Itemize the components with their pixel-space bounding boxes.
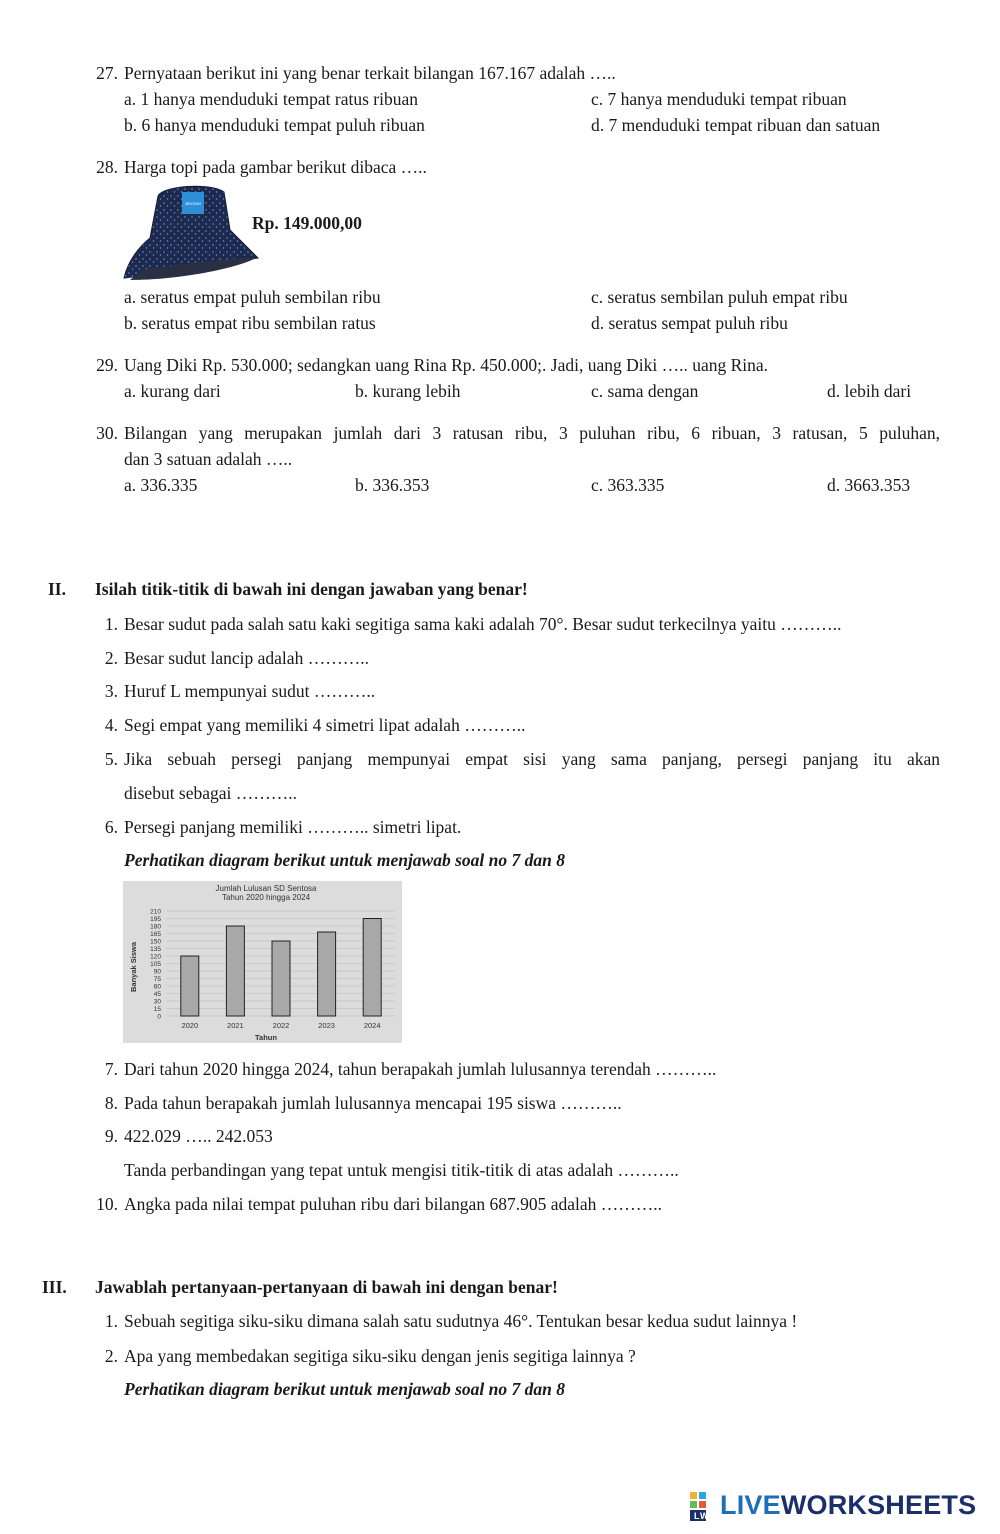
s2-item9-text: 422.029 ….. 242.053 [124,1126,273,1146]
s2-item7-number: 7. [104,1059,118,1079]
q29-option-c[interactable]: c. sama dengan [591,381,699,401]
s3-item1-text: Sebuah segitiga siku-siku dimana salah satu sudutnya 46°. Tentukan besar kedua sudut lainnya ! [124,1311,798,1331]
s3-item1-number: 1. [104,1311,118,1331]
s2-item1-text: Besar sudut pada salah satu kaki segitiga sama kaki adalah 70°. Besar sudut terkecilnya yaitu ……….. [124,614,842,634]
s2-item10-number: 10. [96,1194,118,1214]
q28-text: Harga topi pada gambar berikut dibaca ….. [124,157,427,177]
chart-bar-2021 [226,926,244,1016]
q29-option-b[interactable]: b. kurang lebih [355,381,461,401]
chart-y-tick-label: 210 [150,908,161,916]
chart-bar-2024 [363,919,381,1017]
chart-y-tick-label: 30 [153,998,161,1006]
q27-option-b[interactable]: b. 6 hanya menduduki tempat puluh ribuan [124,115,425,135]
chart-y-tick-label: 105 [150,961,161,968]
chart-x-tick-label: 2024 [363,1021,381,1030]
liveworksheets-logo-text: LIVEWORKSHEETS [720,1490,977,1520]
chart-y-tick-label: 180 [150,923,161,931]
q29-text: Uang Diki Rp. 530.000; sedangkan uang Rina Rp. 450.000;. Jadi, uang Diki ….. uang Rina. [124,355,769,375]
s2-item10-text: Angka pada nilai tempat puluhan ribu dari bilangan 687.905 adalah ……….. [124,1194,662,1214]
chart-title: Jumlah Lulusan SD Sentosa [215,884,317,893]
s2-item2-number: 2. [104,648,118,668]
s2-item5-number: 5. [104,749,118,769]
chart-y-axis-label: Banyak Siswa [129,941,138,993]
q27-text: Pernyataan berikut ini yang benar terkait bilangan 167.167 adalah ….. [124,63,616,83]
q27-option-c[interactable]: c. 7 hanya menduduki tempat ribuan [591,89,847,109]
s2-item8-number: 8. [104,1093,118,1113]
s3-item2-text: Apa yang membedakan segitiga siku-siku dengan jenis segitiga lainnya ? [124,1346,636,1366]
chart-bar-2020 [181,956,199,1016]
s2-item4-number: 4. [104,715,118,735]
q30-option-c[interactable]: c. 363.335 [591,475,665,495]
section-3-title: Jawablah pertanyaan-pertanyaan di bawah ini dengan benar! [95,1277,558,1297]
section-3-number: III. [42,1277,67,1297]
chart-background [123,881,402,1043]
chart-x-tick-label: 2023 [318,1021,335,1030]
q30-option-b[interactable]: b. 336.353 [355,475,430,495]
chart-y-tick-label: 90 [153,968,161,976]
section-2-title: Isilah titik-titik di bawah ini dengan jawaban yang benar! [95,579,528,599]
s2-item6-text: Persegi panjang memiliki ……….. simetri lipat. [124,817,462,837]
chart-y-tick-label: 135 [150,946,161,953]
q27-option-d[interactable]: d. 7 menduduki tempat ribuan dan satuan [591,115,881,135]
s2-item9-number: 9. [104,1126,118,1146]
chart-x-tick-label: 2020 [181,1021,199,1030]
s2-item5-text-line2: disebut sebagai ……….. [124,783,298,803]
s2-item5-text-line1: Jika sebuah persegi panjang mempunyai empat sisi yang sama panjang, persegi panjang itu akan [124,749,940,769]
liveworksheets-logo-icon [690,1492,716,1522]
q29-number: 29. [96,355,118,375]
q30-text-line1: Bilangan yang merupakan jumlah dari 3 ratusan ribu, 3 puluhan ribu, 6 ribuan, 3 ratusan, 5 puluhan, [124,423,940,443]
svg-text:BROWN: BROWN [185,201,201,206]
s2-item6-number: 6. [104,817,118,837]
q28-option-a[interactable]: a. seratus empat puluh sembilan ribu [124,287,381,307]
chart-bar-2022 [272,941,290,1016]
chart-x-axis-label: Tahun [255,1033,277,1042]
bucket-hat-image [120,180,260,284]
q30-option-a[interactable]: a. 336.335 [124,475,198,495]
s2-item7-text: Dari tahun 2020 hingga 2024, tahun berapakah jumlah lulusannya terendah ……….. [124,1059,717,1079]
chart-y-tick-label: 45 [153,991,161,998]
s3-item2-number: 2. [104,1346,118,1366]
s2-item2-text: Besar sudut lancip adalah ……….. [124,648,369,668]
chart-bar-2023 [318,932,336,1016]
q29-option-d[interactable]: d. lebih dari [827,381,912,401]
q28-option-c[interactable]: c. seratus sembilan puluh empat ribu [591,287,848,307]
chart-y-tick-label: 0 [157,1013,161,1021]
s2-item3-text: Huruf L mempunyai sudut ……….. [124,681,376,701]
hat-price: Rp. 149.000,00 [252,213,362,233]
chart-subtitle: Tahun 2020 hingga 2024 [221,893,311,902]
s3-diagram-note: Perhatikan diagram berikut untuk menjawab soal no 7 dan 8 [124,1379,565,1399]
q27-option-a[interactable]: a. 1 hanya menduduki tempat ratus ribuan [124,89,419,109]
chart-y-tick-label: 165 [150,931,161,938]
svg-text:L: L [694,1511,700,1521]
q28-number: 28. [96,157,118,177]
chart-x-tick-label: 2021 [227,1021,244,1030]
chart-x-tick-label: 2022 [272,1021,290,1030]
svg-text:W: W [700,1511,709,1521]
q30-option-d[interactable]: d. 3663.353 [827,475,911,495]
chart-y-tick-label: 75 [153,976,161,983]
chart-y-tick-label: 15 [153,1006,161,1013]
q28-option-b[interactable]: b. seratus empat ribu sembilan ratus [124,313,376,333]
s2-diagram-note: Perhatikan diagram berikut untuk menjawab soal no 7 dan 8 [124,850,565,870]
s2-item9-instruction: Tanda perbandingan yang tepat untuk mengisi titik-titik di atas adalah ……….. [124,1160,679,1180]
graduates-bar-chart [123,881,402,1043]
chart-y-tick-label: 195 [150,916,161,923]
q30-text-line2: dan 3 satuan adalah ….. [124,449,293,469]
s2-item3-number: 3. [104,681,118,701]
chart-y-tick-label: 60 [153,983,161,991]
section-2-number: II. [48,579,66,599]
s2-item8-text: Pada tahun berapakah jumlah lulusannya mencapai 195 siswa ……….. [124,1093,622,1113]
chart-y-tick-label: 150 [150,938,161,946]
q29-option-a[interactable]: a. kurang dari [124,381,221,401]
chart-y-tick-label: 120 [150,953,161,961]
q30-number: 30. [96,423,118,443]
s2-item4-text: Segi empat yang memiliki 4 simetri lipat adalah ……….. [124,715,526,735]
q28-option-d[interactable]: d. seratus sempat puluh ribu [591,313,788,333]
q27-number: 27. [96,63,118,83]
s2-item1-number: 1. [104,614,118,634]
